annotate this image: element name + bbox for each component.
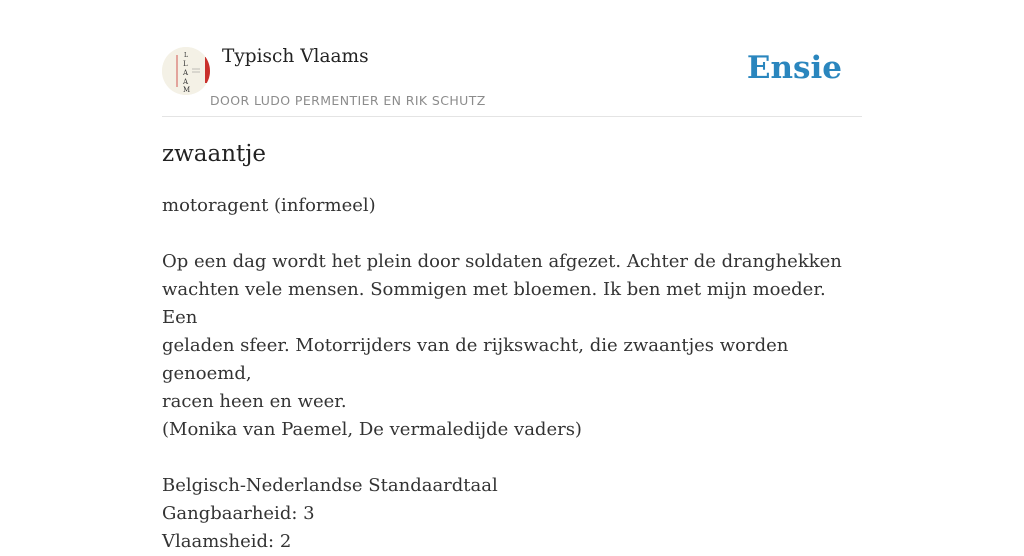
spacer <box>162 444 862 472</box>
page <box>162 0 862 552</box>
example-line: Op een dag wordt het plein door soldaten afgezet. Achter de dranghekken <box>162 251 842 272</box>
register-label: Belgisch-Nederlandse Standaardtaal <box>162 475 498 496</box>
svg-text:A: A <box>183 78 189 86</box>
entry-definition: motoragent (informeel) <box>162 195 376 216</box>
entry-body <box>162 192 862 556</box>
svg-text:M: M <box>183 86 191 94</box>
svg-text:A: A <box>183 69 189 77</box>
brand-logo[interactable]: Ensie <box>746 50 842 86</box>
vlaamsheid-label: Vlaamsheid: 2 <box>162 531 292 552</box>
entry-word: zwaantje <box>162 141 267 167</box>
byline: DOOR LUDO PERMENTIER EN RIK SCHUTZ <box>210 93 486 108</box>
example-line: wachten vele mensen. Sommigen met bloemen. Ik ben met mijn moeder. Een <box>162 279 826 328</box>
book-cover-logo-icon[interactable] <box>162 47 210 95</box>
svg-text:L: L <box>184 52 188 59</box>
spacer <box>162 220 862 248</box>
svg-text:L: L <box>183 60 188 68</box>
example-line: geladen sfeer. Motorrijders van de rijkswacht, die zwaantjes worden genoemd, <box>162 335 789 384</box>
example-source: (Monika van Paemel, De vermaledijde vaders) <box>162 419 582 440</box>
site-title[interactable]: Typisch Vlaams <box>222 46 369 67</box>
gangbaarheid-label: Gangbaarheid: 3 <box>162 503 315 524</box>
page-header <box>162 0 862 117</box>
example-line: racen heen en weer. <box>162 391 347 412</box>
